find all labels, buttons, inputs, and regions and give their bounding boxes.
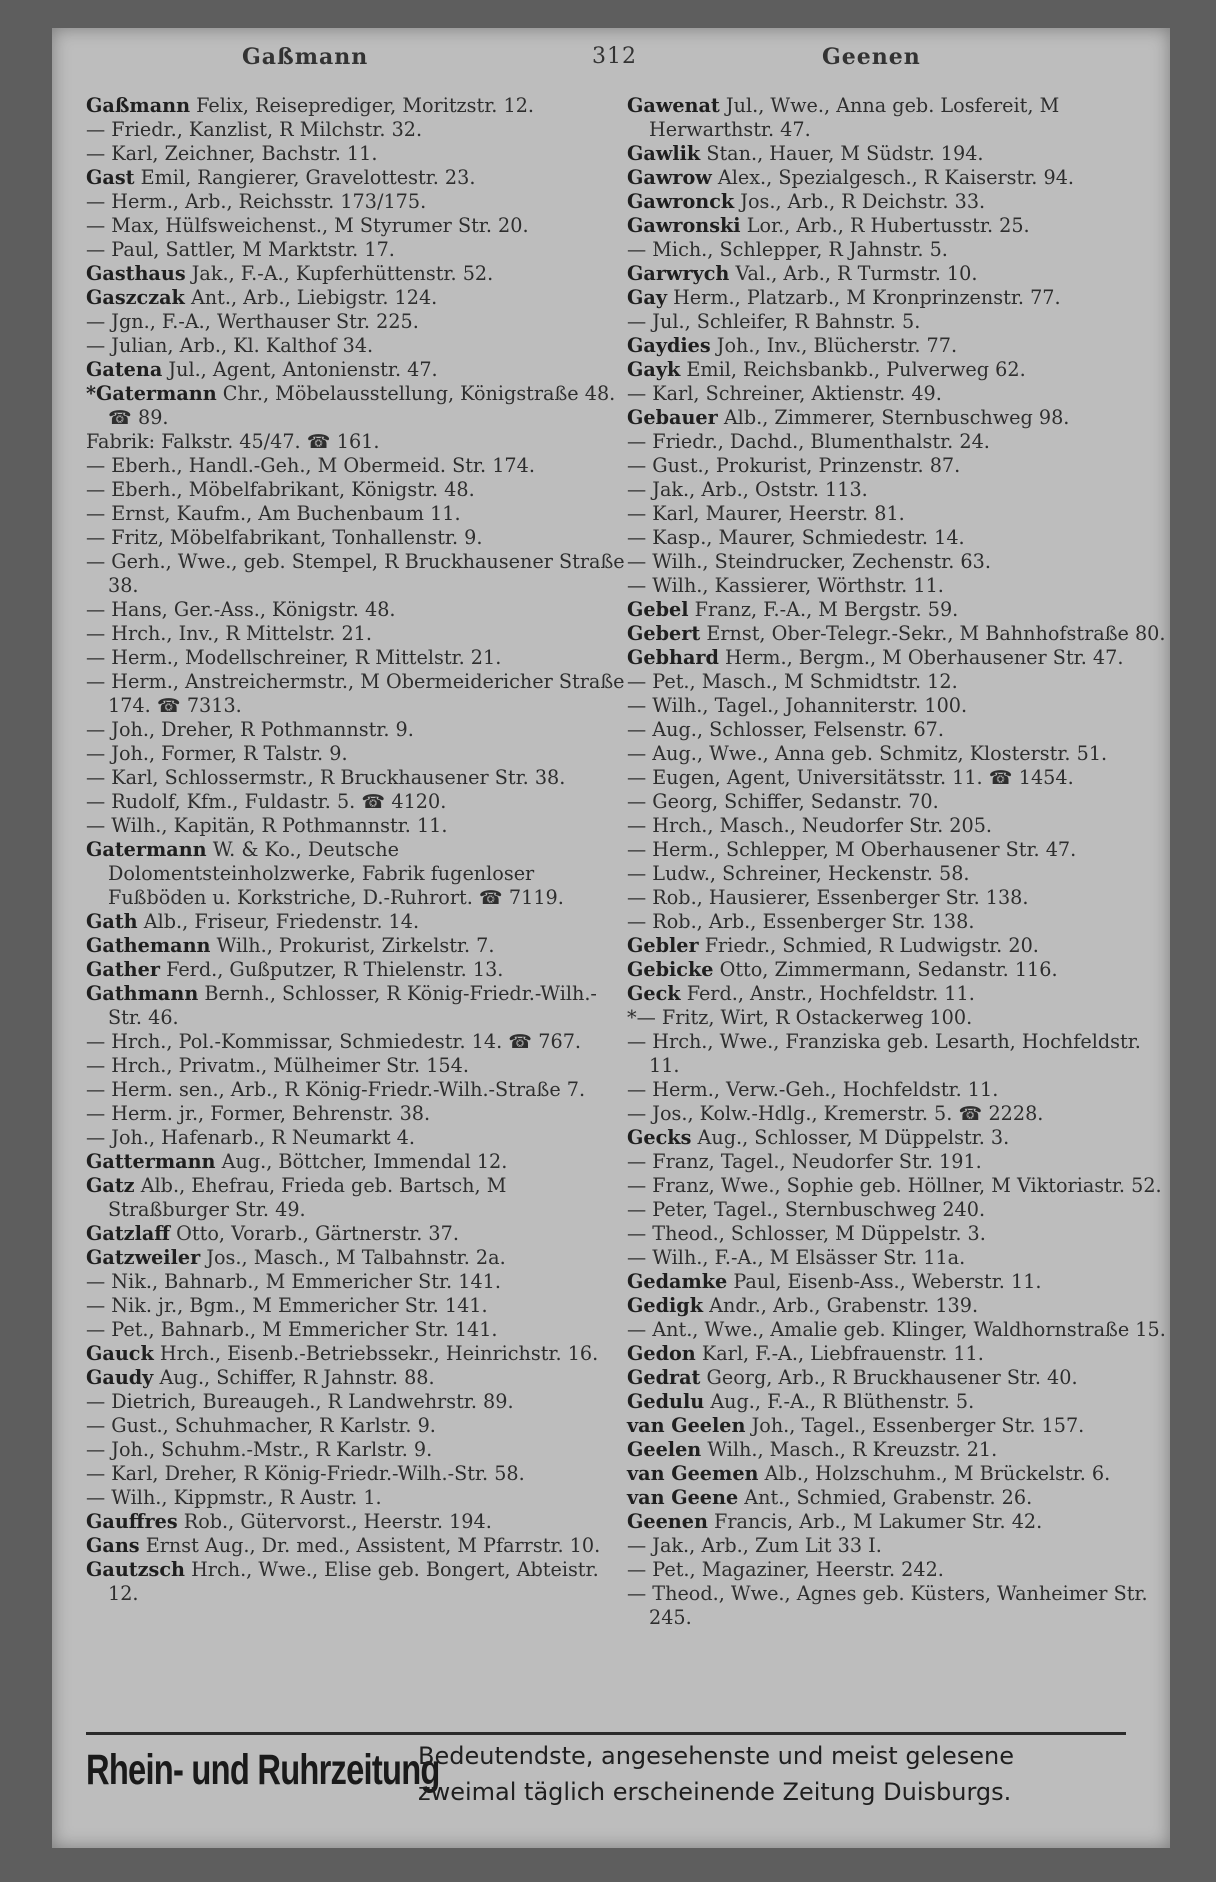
directory-entry xyxy=(627,1486,1167,1510)
entry-surname: Gedon xyxy=(627,1342,696,1365)
page-number: 312 xyxy=(592,44,637,69)
entry-surname: Gecks xyxy=(627,1126,692,1149)
entry-details: Paul, Eisenb-Ass., Weberstr. 11. xyxy=(733,1270,1042,1293)
entry-surname: Gebauer xyxy=(627,406,718,429)
entry-details: Felix, Reiseprediger, Moritzstr. 12. xyxy=(196,94,534,117)
entry-details: — Wilh., Kapitän, R Pothmannstr. 11. xyxy=(86,814,448,837)
entry-surname: Gebicke xyxy=(627,958,714,981)
divider-rule xyxy=(86,1732,1126,1735)
entry-details: — Hans, Ger.-Ass., Königstr. 48. xyxy=(86,598,396,621)
entry-details: Jos., Arb., R Deichstr. 33. xyxy=(740,190,986,213)
entry-details: — Pet., Magaziner, Heerstr. 242. xyxy=(627,1558,944,1581)
entry-details: Ant., Arb., Liebigstr. 124. xyxy=(190,286,438,309)
entry-surname: Gedamke xyxy=(627,1270,728,1293)
entry-details: — Herm., Anstreichermstr., M Obermeidericher Straße 174. ☎ 7313. xyxy=(86,670,625,717)
directory-entry xyxy=(86,382,626,430)
directory-entry xyxy=(86,1462,626,1486)
entry-details: Ferd., Anstr., Hochfeldstr. 11. xyxy=(686,982,975,1005)
directory-page xyxy=(52,28,1170,1848)
entry-surname: Gather xyxy=(86,958,160,981)
entry-details: Val., Arb., R Turmstr. 10. xyxy=(735,262,978,285)
entry-details: — Joh., Schuhm.-Mstr., R Karlstr. 9. xyxy=(86,1438,433,1461)
directory-entry xyxy=(86,238,626,262)
entry-details: — Karl, Dreher, R König-Friedr.-Wilh.-Str. 58. xyxy=(86,1462,525,1485)
entry-details: — Friedr., Kanzlist, R Milchstr. 32. xyxy=(86,118,423,141)
directory-entry xyxy=(86,526,626,550)
directory-entry xyxy=(627,982,1167,1006)
directory-entry xyxy=(86,1246,626,1270)
entry-details: — Mich., Schlepper, R Jahnstr. 5. xyxy=(627,238,948,261)
directory-entry xyxy=(86,1414,626,1438)
entry-surname: Gathemann xyxy=(86,934,211,957)
entry-details: Georg, Arb., R Bruckhausener Str. 40. xyxy=(706,1366,1078,1389)
entry-details: — Hrch., Masch., Neudorfer Str. 205. xyxy=(627,814,993,837)
directory-entry xyxy=(86,1054,626,1078)
entry-details: — Herm., Verw.-Geh., Hochfeldstr. 11. xyxy=(627,1078,999,1101)
entry-details: — Theod., Schlosser, M Düppelstr. 3. xyxy=(627,1222,986,1245)
directory-entry xyxy=(627,1366,1167,1390)
entry-surname: van Geene xyxy=(627,1486,739,1509)
directory-entry xyxy=(627,910,1167,934)
directory-entry xyxy=(86,1558,626,1606)
directory-entry xyxy=(86,1366,626,1390)
directory-entry xyxy=(627,1102,1167,1126)
directory-entry xyxy=(86,1486,626,1510)
entry-details: Lor., Arb., R Hubertusstr. 25. xyxy=(746,214,1030,237)
entry-details: — Wilh., F.-A., M Elsässer Str. 11a. xyxy=(627,1246,966,1269)
entry-surname: Gans xyxy=(86,1534,140,1557)
entry-details: — Julian, Arb., Kl. Kalthof 34. xyxy=(86,334,374,357)
directory-entry xyxy=(627,790,1167,814)
entry-details: — Herm., Arb., Reichsstr. 173/175. xyxy=(86,190,427,213)
directory-entry xyxy=(86,646,626,670)
entry-surname: Gautzsch xyxy=(86,1558,185,1581)
directory-entry xyxy=(627,1270,1167,1294)
entry-details: — Jak., Arb., Oststr. 113. xyxy=(627,478,868,501)
entry-details: — Eugen, Agent, Universitätsstr. 11. ☎ 1454. xyxy=(627,766,1074,789)
entry-details: — Wilh., Kippmstr., R Austr. 1. xyxy=(86,1486,382,1509)
entry-details: — Theod., Wwe., Agnes geb. Küsters, Wanheimer Str. 245. xyxy=(627,1582,1148,1629)
entry-details: Aug., Böttcher, Immendal 12. xyxy=(221,1150,508,1173)
directory-entry xyxy=(86,190,626,214)
ad-newspaper-name: Rhein- und Ruhrzeitung xyxy=(86,1746,440,1794)
directory-entry xyxy=(627,526,1167,550)
directory-entry xyxy=(627,1582,1167,1630)
entry-surname: Gayk xyxy=(627,358,681,381)
directory-entry xyxy=(627,94,1167,142)
directory-entry xyxy=(627,142,1167,166)
directory-entry xyxy=(627,1438,1167,1462)
entry-details: Aug., Schiffer, R Jahnstr. 88. xyxy=(159,1366,435,1389)
entry-surname: Gathmann xyxy=(86,982,199,1005)
entry-details: — Gust., Prokurist, Prinzenstr. 87. xyxy=(627,454,961,477)
entry-details: Joh., Inv., Blücherstr. 77. xyxy=(716,334,958,357)
entry-details: Otto, Vorarb., Gärtnerstr. 37. xyxy=(176,1222,459,1245)
directory-entry xyxy=(627,502,1167,526)
directory-entry xyxy=(627,214,1167,238)
directory-entry xyxy=(627,742,1167,766)
entry-surname: Gaudy xyxy=(86,1366,154,1389)
directory-entry xyxy=(86,718,626,742)
entry-details: — Hrch., Wwe., Franziska geb. Lesarth, Hochfeldstr. 11. xyxy=(627,1030,1141,1077)
entry-details: — Franz, Tagel., Neudorfer Str. 191. xyxy=(627,1150,982,1173)
directory-entry xyxy=(86,502,626,526)
entry-surname: Gatzweiler xyxy=(86,1246,201,1269)
left-column xyxy=(86,94,626,1606)
entry-surname: Gedulu xyxy=(627,1390,705,1413)
directory-entry xyxy=(627,286,1167,310)
directory-entry xyxy=(627,358,1167,382)
directory-entry xyxy=(627,1126,1167,1150)
directory-entry xyxy=(627,1078,1167,1102)
directory-entry xyxy=(627,766,1167,790)
entry-details: — Hrch., Inv., R Mittelstr. 21. xyxy=(86,622,372,645)
directory-entry xyxy=(627,430,1167,454)
entry-details: Francis, Arb., M Lakumer Str. 42. xyxy=(714,1510,1043,1533)
directory-entry xyxy=(86,1510,626,1534)
entry-surname: Gebhard xyxy=(627,646,719,669)
entry-surname: Gawronck xyxy=(627,190,735,213)
directory-entry xyxy=(627,670,1167,694)
entry-details: Joh., Tagel., Essenberger Str. 157. xyxy=(751,1414,1085,1437)
entry-details: Wilh., Masch., R Kreuzstr. 21. xyxy=(707,1438,998,1461)
entry-surname: Geenen xyxy=(627,1510,708,1533)
entry-details: W. & Ko., Deutsche Dolomentsteinholzwerke, Fabrik fugenloser Fußböden u. Korkstriche, D.-Ruhrort. ☎ 7119. xyxy=(108,838,564,909)
entry-surname: Gawrow xyxy=(627,166,712,189)
directory-entry xyxy=(86,334,626,358)
directory-entry xyxy=(627,1174,1167,1198)
entry-surname: Gatzlaff xyxy=(86,1222,171,1245)
entry-details: Ernst Aug., Dr. med., Assistent, M Pfarrstr. 10. xyxy=(145,1534,601,1557)
entry-surname: Gebert xyxy=(627,622,701,645)
entry-details: — Herm. jr., Former, Behrenstr. 38. xyxy=(86,1102,431,1125)
entry-details: — Aug., Wwe., Anna geb. Schmitz, Klosterstr. 51. xyxy=(627,742,1108,765)
directory-entry xyxy=(627,1342,1167,1366)
entry-details: — Joh., Dreher, R Pothmannstr. 9. xyxy=(86,718,414,741)
entry-details: Herm., Platzarb., M Kronprinzenstr. 77. xyxy=(673,286,1061,309)
entry-details: — Max, Hülfsweichenst., M Styrumer Str. 20. xyxy=(86,214,529,237)
directory-entry xyxy=(627,934,1167,958)
directory-entry xyxy=(627,238,1167,262)
entry-details: — Kasp., Maurer, Schmiedestr. 14. xyxy=(627,526,965,549)
entry-surname: Gattermann xyxy=(86,1150,216,1173)
entry-details: Chr., Möbelausstellung, Königstraße 48. ☎ 89. xyxy=(108,382,616,429)
directory-entry xyxy=(86,1294,626,1318)
entry-details: — Joh., Hafenarb., R Neumarkt 4. xyxy=(86,1126,415,1149)
entry-surname: Gatena xyxy=(86,358,163,381)
entry-details: — Eberh., Möbelfabrikant, Königstr. 48. xyxy=(86,478,475,501)
directory-entry xyxy=(86,1438,626,1462)
entry-details: Alb., Friseur, Friedenstr. 14. xyxy=(143,910,420,933)
entry-details: Fabrik: Falkstr. 45/47. ☎ 161. xyxy=(86,430,380,453)
directory-entry xyxy=(627,262,1167,286)
directory-entry xyxy=(627,1222,1167,1246)
entry-details: Ernst, Ober-Telegr.-Sekr., M Bahnhofstraße 80. xyxy=(706,622,1166,645)
directory-entry xyxy=(86,1030,626,1054)
entry-details: Jak., F.-A., Kupferhüttenstr. 52. xyxy=(191,262,494,285)
directory-entry xyxy=(627,1510,1167,1534)
entry-surname: Gedrat xyxy=(627,1366,701,1389)
directory-entry xyxy=(627,1558,1167,1582)
directory-entry xyxy=(627,382,1167,406)
entry-details: — Joh., Former, R Talstr. 9. xyxy=(86,742,348,765)
ad-slogan-line-1: Bedeutendste, angesehenste und meist gelesene xyxy=(418,1742,1015,1770)
entry-details: Karl, F.-A., Liebfrauenstr. 11. xyxy=(701,1342,984,1365)
directory-entry xyxy=(627,1390,1167,1414)
directory-entry xyxy=(86,1222,626,1246)
entry-surname: Gast xyxy=(86,166,135,189)
directory-entry xyxy=(86,766,626,790)
directory-entry xyxy=(86,1534,626,1558)
directory-entry xyxy=(86,454,626,478)
directory-entry xyxy=(86,550,626,598)
directory-entry xyxy=(86,1270,626,1294)
entry-details: Alb., Zimmerer, Sternbuschweg 98. xyxy=(723,406,1070,429)
entry-details: — Friedr., Dachd., Blumenthalstr. 24. xyxy=(627,430,990,453)
entry-details: — Aug., Schlosser, Felsenstr. 67. xyxy=(627,718,944,741)
directory-entry xyxy=(627,1534,1167,1558)
entry-details: — Ludw., Schreiner, Heckenstr. 58. xyxy=(627,862,970,885)
directory-entry xyxy=(86,622,626,646)
entry-surname: Gawenat xyxy=(627,94,720,117)
entry-details: Aug., Schlosser, M Düppelstr. 3. xyxy=(697,1126,1010,1149)
directory-entry xyxy=(627,862,1167,886)
directory-entry xyxy=(86,838,626,910)
entry-details: — Karl, Maurer, Heerstr. 81. xyxy=(627,502,905,525)
entry-surname: Gay xyxy=(627,286,667,309)
entry-surname: Gebler xyxy=(627,934,699,957)
entry-details: — Peter, Tagel., Sternbuschweg 240. xyxy=(627,1198,986,1221)
entry-details: Jul., Wwe., Anna geb. Losfereit, M Herwarthstr. 47. xyxy=(649,94,1060,141)
directory-entry xyxy=(627,646,1167,670)
entry-details: Herm., Bergm., M Oberhausener Str. 47. xyxy=(725,646,1124,669)
header-right-keyword: Geenen xyxy=(822,44,921,70)
entry-details: Friedr., Schmied, R Ludwigstr. 20. xyxy=(704,934,1039,957)
entry-details: — Wilh., Kassierer, Wörthstr. 11. xyxy=(627,574,944,597)
entry-details: Ant., Schmied, Grabenstr. 26. xyxy=(744,1486,1033,1509)
directory-entry xyxy=(86,742,626,766)
entry-surname: Gaßmann xyxy=(86,94,191,117)
directory-entry xyxy=(86,1150,626,1174)
directory-entry xyxy=(627,1294,1167,1318)
directory-entry xyxy=(86,310,626,334)
directory-entry xyxy=(627,718,1167,742)
directory-entry xyxy=(627,598,1167,622)
directory-entry xyxy=(627,886,1167,910)
directory-entry xyxy=(86,1102,626,1126)
entry-details: Stan., Hauer, M Südstr. 194. xyxy=(706,142,984,165)
entry-details: Hrch., Wwe., Elise geb. Bongert, Abteistr. 12. xyxy=(108,1558,599,1605)
directory-entry xyxy=(627,550,1167,574)
entry-details: Aug., F.-A., R Blüthenstr. 5. xyxy=(710,1390,975,1413)
entry-surname: Gaszczak xyxy=(86,286,185,309)
directory-entry xyxy=(627,622,1167,646)
entry-details: — Ernst, Kaufm., Am Buchenbaum 11. xyxy=(86,502,461,525)
entry-details: — Pet., Masch., M Schmidtstr. 12. xyxy=(627,670,958,693)
entry-details: — Nik., Bahnarb., M Emmericher Str. 141. xyxy=(86,1270,501,1293)
entry-details: Jul., Agent, Antonienstr. 47. xyxy=(168,358,438,381)
entry-details: — Karl, Schlossermstr., R Bruckhausener Str. 38. xyxy=(86,766,566,789)
entry-details: Alb., Holzschuhm., M Brückelstr. 6. xyxy=(764,1462,1111,1485)
entry-details: — Wilh., Steindrucker, Zechenstr. 63. xyxy=(627,550,991,573)
directory-entry xyxy=(627,694,1167,718)
entry-surname: Gaydies xyxy=(627,334,711,357)
directory-entry xyxy=(86,790,626,814)
entry-details: — Rob., Hausierer, Essenberger Str. 138. xyxy=(627,886,1029,909)
ad-slogan-line-2: zweimal täglich erscheinende Zeitung Duisburgs. xyxy=(418,1778,1012,1806)
entry-details: — Rudolf, Kfm., Fuldastr. 5. ☎ 4120. xyxy=(86,790,447,813)
entry-details: — Ant., Wwe., Amalie geb. Klinger, Waldhornstraße 15. xyxy=(627,1318,1166,1341)
directory-entry xyxy=(86,286,626,310)
entry-details: Jos., Masch., M Talbahnstr. 2a. xyxy=(206,1246,506,1269)
directory-entry xyxy=(627,814,1167,838)
directory-entry xyxy=(86,934,626,958)
entry-details: — Eberh., Handl.-Geh., M Obermeid. Str. 174. xyxy=(86,454,535,477)
directory-entry xyxy=(627,958,1167,982)
directory-entry xyxy=(627,310,1167,334)
entry-details: — Jgn., F.-A., Werthauser Str. 225. xyxy=(86,310,419,333)
entry-surname: Gawlik xyxy=(627,142,701,165)
entry-surname: Gasthaus xyxy=(86,262,186,285)
directory-entry xyxy=(86,1126,626,1150)
directory-entry xyxy=(627,1198,1167,1222)
directory-entry xyxy=(86,1318,626,1342)
entry-details: — Nik. jr., Bgm., M Emmericher Str. 141. xyxy=(86,1294,488,1317)
entry-details: — Herm., Modellschreiner, R Mittelstr. 21. xyxy=(86,646,502,669)
entry-details: — Dietrich, Bureaugeh., R Landwehrstr. 89. xyxy=(86,1390,514,1413)
directory-entry xyxy=(627,838,1167,862)
entry-details: Alb., Ehefrau, Frieda geb. Bartsch, M Straßburger Str. 49. xyxy=(108,1174,507,1221)
entry-surname: van Geelen xyxy=(627,1414,746,1437)
entry-surname: Gebel xyxy=(627,598,689,621)
header-left-keyword: Gaßmann xyxy=(242,44,369,70)
directory-entry xyxy=(86,214,626,238)
entry-details: — Hrch., Privatm., Mülheimer Str. 154. xyxy=(86,1054,469,1077)
entry-surname: van Geemen xyxy=(627,1462,759,1485)
directory-entry xyxy=(86,670,626,718)
entry-details: *— Fritz, Wirt, R Ostackerweg 100. xyxy=(627,1006,973,1029)
directory-entry xyxy=(627,1414,1167,1438)
directory-entry xyxy=(86,814,626,838)
entry-surname: Gawronski xyxy=(627,214,741,237)
entry-surname: Geck xyxy=(627,982,681,1005)
directory-entry xyxy=(86,1390,626,1414)
entry-details: — Paul, Sattler, M Marktstr. 17. xyxy=(86,238,395,261)
directory-entry xyxy=(627,454,1167,478)
entry-surname: Gatermann xyxy=(86,838,207,861)
entry-details: — Wilh., Tagel., Johanniterstr. 100. xyxy=(627,694,968,717)
directory-entry xyxy=(627,1246,1167,1270)
directory-entry xyxy=(627,1462,1167,1486)
entry-details: — Karl, Schreiner, Aktienstr. 49. xyxy=(627,382,942,405)
directory-entry xyxy=(627,190,1167,214)
entry-details: — Rob., Arb., Essenberger Str. 138. xyxy=(627,910,975,933)
entry-details: — Jos., Kolw.-Hdlg., Kremerstr. 5. ☎ 2228. xyxy=(627,1102,1044,1125)
entry-details: Andr., Arb., Grabenstr. 139. xyxy=(709,1294,979,1317)
directory-entry xyxy=(86,478,626,502)
entry-details: — Pet., Bahnarb., M Emmericher Str. 141. xyxy=(86,1318,498,1341)
directory-entry xyxy=(627,334,1167,358)
entry-surname: Gath xyxy=(86,910,138,933)
entry-details: Alex., Spezialgesch., R Kaiserstr. 94. xyxy=(717,166,1074,189)
advertisement xyxy=(86,1740,1126,1818)
entry-details: — Gust., Schuhmacher, R Karlstr. 9. xyxy=(86,1414,436,1437)
directory-entry xyxy=(627,166,1167,190)
entry-details: Hrch., Eisenb.-Betriebssekr., Heinrichstr. 16. xyxy=(159,1342,599,1365)
entry-surname: *Gatermann xyxy=(86,382,217,405)
entry-details: — Herm., Schlepper, M Oberhausener Str. 47. xyxy=(627,838,1077,861)
directory-entry xyxy=(86,118,626,142)
entry-surname: Gatz xyxy=(86,1174,135,1197)
directory-entry xyxy=(86,430,626,454)
entry-details: — Gerh., Wwe., geb. Stempel, R Bruckhausener Straße 38. xyxy=(86,550,625,597)
entry-details: Wilh., Prokurist, Zirkelstr. 7. xyxy=(216,934,495,957)
entry-surname: Garwrych xyxy=(627,262,730,285)
directory-entry xyxy=(86,94,626,118)
entry-details: — Fritz, Möbelfabrikant, Tonhallenstr. 9. xyxy=(86,526,483,549)
directory-entry xyxy=(627,1150,1167,1174)
entry-details: Bernh., Schlosser, R König-Friedr.-Wilh.-Str. 46. xyxy=(108,982,597,1029)
entry-surname: Gedigk xyxy=(627,1294,704,1317)
entry-surname: Gauck xyxy=(86,1342,154,1365)
entry-details: Rob., Gütervorst., Heerstr. 194. xyxy=(183,1510,492,1533)
directory-entry xyxy=(627,1030,1167,1078)
entry-details: — Jak., Arb., Zum Lit 33 I. xyxy=(627,1534,882,1557)
directory-entry xyxy=(86,910,626,934)
directory-entry xyxy=(86,358,626,382)
directory-entry xyxy=(86,262,626,286)
entry-details: — Georg, Schiffer, Sedanstr. 70. xyxy=(627,790,939,813)
entry-details: — Jul., Schleifer, R Bahnstr. 5. xyxy=(627,310,921,333)
directory-entry xyxy=(86,1174,626,1222)
directory-entry xyxy=(86,958,626,982)
directory-entry xyxy=(627,478,1167,502)
directory-entry xyxy=(86,1342,626,1366)
directory-entry xyxy=(86,1078,626,1102)
directory-entry xyxy=(86,166,626,190)
entry-surname: Gauffres xyxy=(86,1510,178,1533)
directory-entry xyxy=(86,142,626,166)
entry-details: Franz, F.-A., M Bergstr. 59. xyxy=(694,598,959,621)
directory-entry xyxy=(86,598,626,622)
directory-entry xyxy=(627,574,1167,598)
right-column xyxy=(627,94,1167,1630)
entry-details: — Franz, Wwe., Sophie geb. Höllner, M Viktoriastr. 52. xyxy=(627,1174,1162,1197)
entry-details: Emil, Rangierer, Gravelottestr. 23. xyxy=(140,166,476,189)
directory-entry xyxy=(86,982,626,1030)
directory-entry xyxy=(627,1006,1167,1030)
entry-details: — Hrch., Pol.-Kommissar, Schmiedestr. 14. ☎ 767. xyxy=(86,1030,582,1053)
directory-entry xyxy=(627,1318,1167,1342)
directory-entry xyxy=(627,406,1167,430)
entry-details: — Karl, Zeichner, Bachstr. 11. xyxy=(86,142,378,165)
entry-surname: Geelen xyxy=(627,1438,702,1461)
entry-details: — Herm. sen., Arb., R König-Friedr.-Wilh.-Straße 7. xyxy=(86,1078,586,1101)
entry-details: Ferd., Gußputzer, R Thielenstr. 13. xyxy=(166,958,504,981)
entry-details: Emil, Reichsbankb., Pulverweg 62. xyxy=(686,358,1026,381)
entry-details: Otto, Zimmermann, Sedanstr. 116. xyxy=(719,958,1058,981)
